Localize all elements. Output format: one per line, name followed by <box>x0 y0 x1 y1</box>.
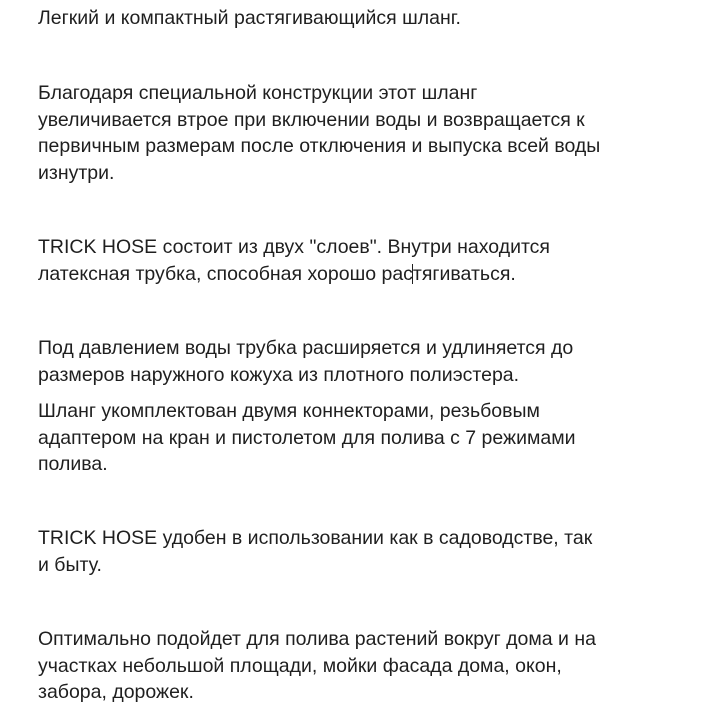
text-line: изнутри. <box>38 161 115 184</box>
text-line: забора, дорожек. <box>38 681 194 703</box>
text-line: и быту. <box>38 553 102 576</box>
paragraph-intro <box>38 5 678 32</box>
text-line: увеличивается втрое при включении воды и возвращается к <box>38 108 585 131</box>
text-line: TRICK HOSE удобен в использовании как в садоводстве, так <box>38 527 593 549</box>
text-line: Шланг укомплектован двумя коннекторами, резьбовым <box>38 400 540 422</box>
paragraph-pressure <box>38 335 678 388</box>
text-line: Оптимально подойдет для полива растений вокруг дома и на <box>38 628 596 650</box>
text-line: Под давлением воды трубка расширяется и удлиняется до <box>38 337 574 359</box>
text-line: Легкий и компактный растягивающийся шланг. <box>38 7 461 29</box>
paragraph-usage <box>38 525 678 578</box>
text-segment: тягиваться. <box>412 262 516 285</box>
text-line: TRICK HOSE состоит из двух "слоев". Внутри находится <box>38 236 550 258</box>
text-line: участках небольшой площади, мойки фасада дома, окон, <box>38 654 562 677</box>
text-line: первичным размерам после отключения и выпуска всей воды <box>38 135 601 157</box>
text-line: полива. <box>38 453 108 475</box>
paragraph-construction <box>38 80 678 186</box>
text-line: Благодаря специальной конструкции этот шланг <box>38 82 478 104</box>
paragraph-optimal <box>38 626 678 706</box>
text-line <box>38 261 678 288</box>
text-segment: латексная трубка, способная хорошо рас <box>38 262 413 285</box>
text-line: размеров наружного кожуха из плотного полиэстера. <box>38 363 520 386</box>
paragraph-layers <box>38 234 678 287</box>
paragraph-kit <box>38 398 678 478</box>
text-line: адаптером на кран и пистолетом для полива с 7 режимами <box>38 426 576 449</box>
